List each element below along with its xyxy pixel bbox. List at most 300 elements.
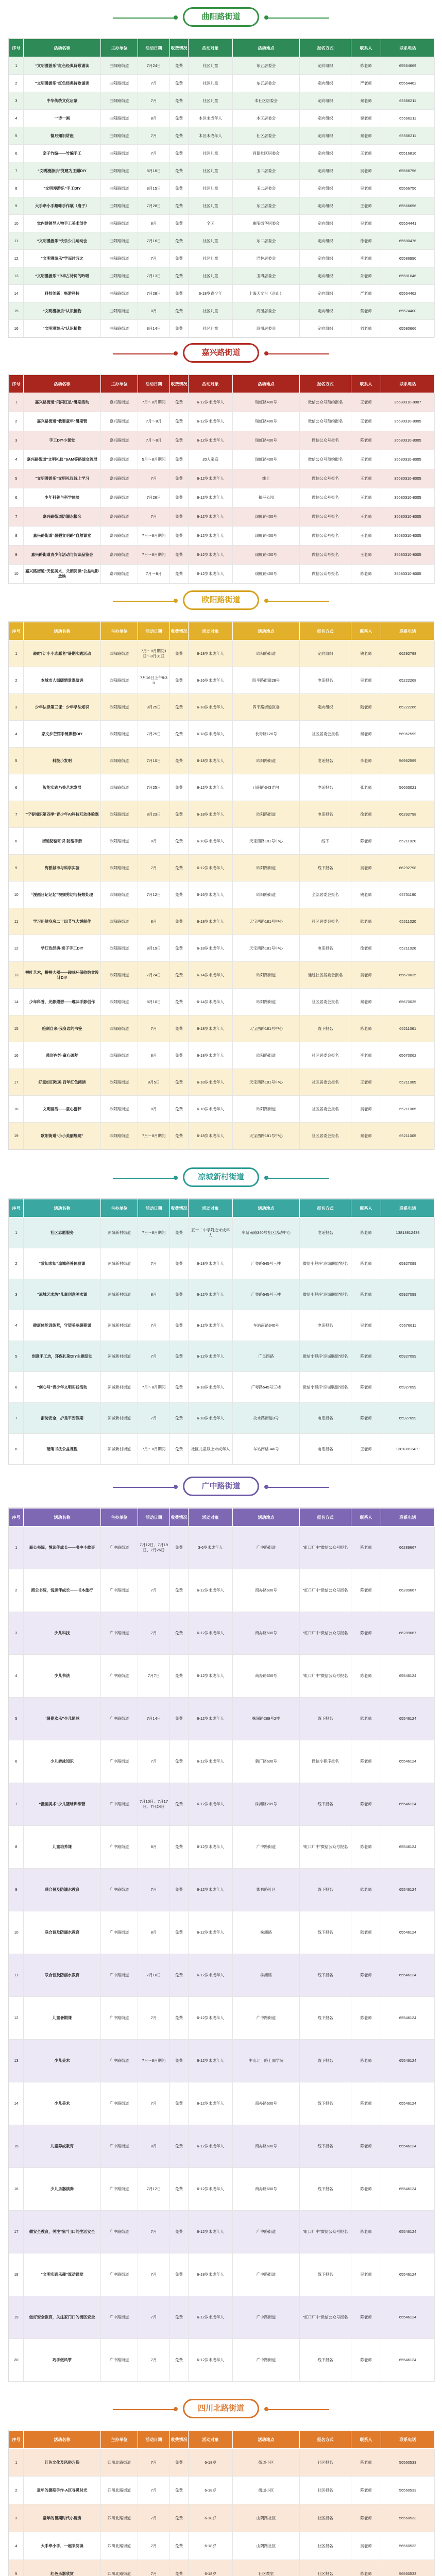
table-cell: 7月: [138, 2296, 170, 2339]
table-cell: 商办路600号: [233, 1612, 300, 1655]
table-cell: 65574400: [381, 302, 435, 320]
table-row: [9, 1403, 435, 1434]
table-cell: 钱老师: [351, 640, 381, 667]
table-cell: 徐老师: [351, 935, 381, 962]
column-header: 收费情况: [170, 1509, 189, 1527]
table-cell: 15: [9, 2125, 24, 2168]
column-header: 活动名称: [24, 39, 101, 57]
table-cell: 欧阳路街道: [101, 828, 138, 855]
table-cell: 7月～8月期间: [138, 546, 170, 565]
table-cell: 欧阳路街道: [101, 721, 138, 748]
table-cell: 瑞虹路400号: [233, 565, 300, 584]
table-cell: 陈老师: [351, 1015, 381, 1042]
table-cell: 免费: [170, 1698, 189, 1740]
table-cell: 56560533: [381, 2449, 435, 2477]
table-row: [9, 197, 435, 215]
table-cell: 7月12日: [138, 882, 170, 908]
table-cell: 65566656: [381, 197, 435, 215]
table-cell: 65564462: [381, 75, 435, 92]
activity-name-cell: 大手牵小手趣味手作展（扇子）: [24, 197, 101, 215]
column-header: 序号: [9, 2431, 24, 2449]
table-row: [9, 1217, 435, 1248]
table-cell: 19: [9, 2296, 24, 2339]
column-header: 报名方式: [300, 2431, 351, 2449]
table-cell: 曲阳街华居委会: [233, 215, 300, 232]
table-cell: 65546124: [381, 2082, 435, 2125]
table-cell: 陆老师: [351, 1911, 381, 1954]
table-cell: 秦老师: [351, 92, 381, 110]
activity-name-cell: 少儿美术: [24, 2082, 101, 2125]
table-cell: 11: [9, 232, 24, 250]
table-cell: 欧阳路街道: [101, 962, 138, 989]
table-cell: 7月10日: [138, 748, 170, 774]
section-banner: [113, 1164, 329, 1191]
column-header: 主办单位: [101, 1199, 138, 1217]
table-cell: 瑞虹路400号: [233, 527, 300, 546]
table-cell: 2: [9, 1569, 24, 1612]
activity-name-cell: 创意手工坊，环保扎染DIY主题活动: [24, 1341, 101, 1372]
table-cell: 广中路街道: [101, 1655, 138, 1698]
table-cell: 7月: [138, 250, 170, 267]
column-header: 活动地点: [233, 1199, 300, 1217]
table-cell: 广中路街道: [101, 1997, 138, 2040]
table-cell: 广粤路545号三楼: [233, 1279, 300, 1310]
banner-line: [267, 18, 329, 19]
table-cell: 欧阳路街道: [101, 748, 138, 774]
table-cell: 李老师: [351, 748, 381, 774]
table-row: [9, 882, 435, 908]
table-row: [9, 1997, 435, 2040]
activity-name-cell: 中华传统文化启蒙: [24, 92, 101, 110]
table-cell: 吴老师: [351, 2532, 381, 2560]
activity-name-cell: 儿童培养课: [24, 1826, 101, 1869]
table-cell: 社区儿童: [189, 75, 233, 92]
table-cell: 2: [9, 412, 24, 431]
table-cell: 免费: [170, 250, 189, 267]
table-cell: 免费: [170, 801, 189, 828]
table-cell: 免费: [170, 527, 189, 546]
table-cell: 65564462: [381, 285, 435, 302]
table-cell: 35680310-8007: [381, 393, 435, 412]
table-cell: 7月: [138, 1341, 170, 1372]
table-cell: 陈老师: [351, 1826, 381, 1869]
table-cell: 社区儿童: [189, 250, 233, 267]
table-cell: 6-18岁未成年人: [189, 801, 233, 828]
activity-name-cell: “文明漫游乐”手工DIY: [24, 180, 101, 197]
table-cell: 6: [9, 1372, 24, 1403]
table-cell: 上海天文台（佘山）: [233, 285, 300, 302]
table-cell: 广中路街道: [233, 2296, 300, 2339]
table-cell: 免费: [170, 2040, 189, 2082]
table-cell: 免费: [170, 2532, 189, 2560]
table-cell: 免费: [170, 469, 189, 488]
table-cell: 免费: [170, 145, 189, 162]
column-header: 主办单位: [101, 375, 138, 393]
column-header: 活动对象: [189, 622, 233, 640]
table-cell: 6: [9, 488, 24, 507]
table-cell: 65927099: [381, 1279, 435, 1310]
table-cell: 免费: [170, 962, 189, 989]
table-row: [9, 127, 435, 145]
table-row: [9, 2040, 435, 2082]
table-row: [9, 1248, 435, 1279]
table-cell: 欧阳路街道: [101, 1096, 138, 1123]
table-cell: 8月16日: [138, 162, 170, 180]
table-cell: 秦老师: [351, 1123, 381, 1149]
table-cell: 7月～8月期间: [138, 527, 170, 546]
activity-table: [9, 1199, 435, 1465]
table-cell: 7月: [138, 2449, 170, 2477]
table-cell: 65670035: [381, 989, 435, 1015]
table-cell: “虹口广中”微信公众号报名: [300, 1655, 351, 1698]
table-header-row: [9, 622, 435, 640]
table-row: [9, 285, 435, 302]
table-cell: 免费: [170, 748, 189, 774]
table-cell: 广中路街道: [101, 1698, 138, 1740]
table-cell: 社区教室: [233, 2560, 300, 2576]
table-cell: 7月7日: [138, 1655, 170, 1698]
section-jiaxing: [8, 340, 434, 584]
activity-name-cell: 少儿游泳知识: [24, 1740, 101, 1783]
table-cell: 7月: [138, 92, 170, 110]
table-cell: 嘉兴路街道: [101, 488, 138, 507]
activity-name-cell: “文明漫游乐”中华古诗词的吟唱: [24, 267, 101, 285]
table-cell: 65546124: [381, 2296, 435, 2339]
table-cell: 6-18岁未成年人: [189, 1372, 233, 1403]
table-cell: 微信公众号报名: [300, 431, 351, 450]
table-cell: 6-18岁未成年人: [189, 721, 233, 748]
table-cell: 14: [9, 989, 24, 1015]
table-cell: 免费: [170, 1869, 189, 1911]
table-cell: 6-18岁: [189, 2504, 233, 2532]
table-cell: 嘉兴路街道: [101, 450, 138, 469]
section-liangcheng: [8, 1164, 434, 1465]
table-cell: 7月～8月: [138, 565, 170, 584]
table-row: [9, 393, 435, 412]
table-cell: 王老师: [351, 393, 381, 412]
table-cell: 陆老师: [351, 1698, 381, 1740]
table-cell: 35680310-8005: [381, 565, 435, 584]
activity-name-cell: 商公书院，悦读伴成长——书中小故事: [24, 1527, 101, 1569]
table-cell: 社区儿童: [189, 267, 233, 285]
table-cell: 社区居委会报名: [300, 1096, 351, 1123]
table-cell: 7月12日、7月19日、7月26日: [138, 1527, 170, 1569]
activity-name-cell: 少儿美术: [24, 2040, 101, 2082]
table-cell: 18: [9, 2253, 24, 2296]
table-cell: 微信公众号报名: [300, 488, 351, 507]
table-cell: 4: [9, 2532, 24, 2560]
table-cell: 56560533: [381, 2532, 435, 2560]
table-cell: 凉城新村街道: [101, 1403, 138, 1434]
table-cell: 10: [9, 1911, 24, 1954]
table-cell: 65211020: [381, 828, 435, 855]
table-cell: 曲阳路街道: [101, 145, 138, 162]
table-cell: 电话报名: [300, 1434, 351, 1465]
table-cell: “虹口广中”微信公众号报名: [300, 1527, 351, 1569]
table-cell: 陈老师: [351, 1612, 381, 1655]
table-cell: 11: [9, 1954, 24, 1997]
table-cell: 定向组织: [300, 145, 351, 162]
table-cell: 欧阳路街道: [101, 855, 138, 882]
table-cell: 社区儿童: [189, 232, 233, 250]
table-cell: 王老师: [351, 197, 381, 215]
activity-name-cell: 健康体能训练营，守望美丽暑期课: [24, 1310, 101, 1341]
table-cell: 12: [9, 1997, 24, 2040]
table-cell: 山阴路社区: [233, 2504, 300, 2532]
table-cell: 陈老师: [351, 1997, 381, 2040]
table-cell: 中山北一路上面学院: [233, 2040, 300, 2082]
table-cell: 曲阳路街道: [101, 75, 138, 92]
table-cell: 免费: [170, 1096, 189, 1123]
table-cell: 8月19日: [138, 935, 170, 962]
column-header: 联系人: [351, 39, 381, 57]
activity-name-cell: 少年法律第三课：少年学法知识: [24, 694, 101, 721]
table-cell: 社区儿童以上未成年人: [189, 1434, 233, 1465]
table-cell: 吴老师: [351, 180, 381, 197]
table-row: [9, 145, 435, 162]
table-cell: 李老师: [351, 250, 381, 267]
table-cell: 4: [9, 1655, 24, 1698]
table-cell: 免费: [170, 1826, 189, 1869]
table-cell: 社区儿童: [189, 57, 233, 75]
table-cell: 线下报名: [300, 1997, 351, 2040]
table-cell: 广中路街道: [233, 1826, 300, 1869]
table-cell: 线上: [233, 469, 300, 488]
table-cell: 社区居委会报名: [300, 721, 351, 748]
table-cell: 广中路街道: [101, 1783, 138, 1826]
table-cell: 4: [9, 1310, 24, 1341]
table-cell: 免费: [170, 267, 189, 285]
table-cell: 欧阳路街道: [101, 935, 138, 962]
table-cell: 本社区居委会: [233, 92, 300, 110]
table-cell: 66292798: [381, 640, 435, 667]
column-header: 报名方式: [300, 1509, 351, 1527]
table-row: [9, 1783, 435, 1826]
column-header: 活动日期: [138, 1509, 170, 1527]
table-cell: 7月: [138, 2504, 170, 2532]
column-header: 主办单位: [101, 622, 138, 640]
activity-name-cell: 大手牵小手，一起来阅读: [24, 2532, 101, 2560]
table-cell: 广中路街道: [101, 2253, 138, 2296]
table-cell: 35680310-8005: [381, 527, 435, 546]
activity-name-cell: 一诗一画: [24, 110, 101, 127]
activity-name-cell: 嘉兴路街道防溺水报名: [24, 507, 101, 527]
table-row: [9, 412, 435, 431]
table-cell: 6: [9, 145, 24, 162]
table-cell: 免费: [170, 197, 189, 215]
table-cell: 7月: [138, 2560, 170, 2576]
table-cell: 电话报名: [300, 1217, 351, 1248]
table-cell: 6-12岁未成年人: [189, 393, 233, 412]
column-header: 活动名称: [24, 1199, 101, 1217]
table-cell: 四川北路街道: [101, 2504, 138, 2532]
activity-table: [9, 2430, 435, 2576]
table-cell: 凉城新村街道: [101, 1372, 138, 1403]
table-cell: 免费: [170, 1248, 189, 1279]
activity-name-cell: 趣时代“小小志愿者”暑期实践活动: [24, 640, 101, 667]
table-cell: 秦老师: [351, 989, 381, 1015]
table-cell: 13: [9, 962, 24, 989]
section-ouyang: [8, 587, 434, 1150]
table-cell: 65211005: [381, 1069, 435, 1096]
table-cell: 35680310-8005: [381, 507, 435, 527]
table-cell: 线下报名: [300, 2082, 351, 2125]
table-cell: 广中路街道: [101, 2125, 138, 2168]
section-banner: [113, 4, 329, 31]
table-cell: 7月10日: [138, 1954, 170, 1997]
table-cell: 8月23日: [138, 801, 170, 828]
column-header: 活动日期: [138, 2431, 170, 2449]
activity-name-cell: 嘉兴路街道“暑假文明路”自然课堂: [24, 527, 101, 546]
table-cell: 6-12岁未成年人: [189, 1740, 233, 1783]
table-cell: 陈老师: [351, 57, 381, 75]
table-cell: 社区报名: [300, 2477, 351, 2504]
table-header-row: [9, 1509, 435, 1527]
column-header: 报名方式: [300, 1199, 351, 1217]
table-cell: 广中路街道: [101, 1527, 138, 1569]
table-cell: 五十二中学附近未成年人: [189, 1217, 233, 1248]
table-cell: 欧阳路街道: [101, 908, 138, 935]
column-header: 报名方式: [300, 375, 351, 393]
table-cell: 6-12岁未成年人: [189, 1997, 233, 2040]
table-cell: 欧阳路街道: [101, 640, 138, 667]
table-cell: 凉城新村街道: [101, 1341, 138, 1372]
table-cell: 欧阳路街道: [101, 667, 138, 694]
table-cell: 免费: [170, 1527, 189, 1569]
section-title: 凉城新村街道: [183, 1167, 259, 1187]
table-row: [9, 2504, 435, 2532]
column-header: 联系电话: [381, 39, 435, 57]
table-cell: “虹口广中”微信公众号报名: [300, 1612, 351, 1655]
table-cell: 免费: [170, 232, 189, 250]
section-banner: [113, 587, 329, 614]
table-row: [9, 180, 435, 197]
table-header-row: [9, 1199, 435, 1217]
table-cell: 广中路街道: [101, 1954, 138, 1997]
section-guangzhong: [8, 1473, 434, 2382]
table-cell: 广中路街道: [101, 1826, 138, 1869]
table-cell: 陈老师: [351, 1341, 381, 1372]
table-cell: 7月: [138, 855, 170, 882]
table-cell: 定向组织: [300, 267, 351, 285]
table-header-row: [9, 2431, 435, 2449]
table-row: [9, 2168, 435, 2211]
table-cell: 陈老师: [351, 1783, 381, 1826]
table-cell: 免费: [170, 2253, 189, 2296]
table-cell: 欧阳路街道: [101, 882, 138, 908]
table-cell: 10: [9, 215, 24, 232]
table-cell: 邯郸路社区: [233, 1869, 300, 1911]
table-cell: 社区儿童: [189, 197, 233, 215]
table-cell: 56560533: [381, 2504, 435, 2532]
table-cell: 9: [9, 197, 24, 215]
table-row: [9, 1279, 435, 1310]
table-cell: 钱老师: [351, 882, 381, 908]
banner-dot: [174, 599, 178, 603]
table-cell: 65222268: [381, 667, 435, 694]
table-cell: 7月: [138, 2211, 170, 2253]
column-header: 活动地点: [233, 39, 300, 57]
table-cell: “虹口广中”微信公众号报名: [300, 2211, 351, 2253]
table-row: [9, 2339, 435, 2382]
table-cell: 广粤路545号三楼: [233, 1372, 300, 1403]
table-row: [9, 75, 435, 92]
table-cell: 6: [9, 1740, 24, 1783]
activity-name-cell: “创心号”青少年文明实践活动: [24, 1372, 101, 1403]
table-cell: “虹口广中”微信公众号报名: [300, 1826, 351, 1869]
table-cell: 5: [9, 127, 24, 145]
table-cell: 陈老师: [351, 2560, 381, 2576]
table-cell: 定向组织: [300, 215, 351, 232]
table-cell: 王老师: [351, 145, 381, 162]
table-cell: 免费: [170, 2211, 189, 2253]
table-cell: 商办路600号: [233, 1655, 300, 1698]
table-cell: 18: [9, 1096, 24, 1123]
table-cell: 免费: [170, 1997, 189, 2040]
table-cell: 7月16日上午9:30: [138, 667, 170, 694]
table-row: [9, 1069, 435, 1096]
activity-name-cell: 本城市人温暖情景课演讲: [24, 667, 101, 694]
table-cell: 65546124: [381, 2339, 435, 2382]
table-row: [9, 2082, 435, 2125]
activity-name-cell: 少年科普，光影遐想——趣味手影创作: [24, 989, 101, 1015]
table-cell: 定向组织: [300, 640, 351, 667]
activity-name-cell: 童年的暑期时代小厨房: [24, 2504, 101, 2532]
table-cell: 7月25日: [138, 774, 170, 801]
table-cell: 7月24日: [138, 962, 170, 989]
table-cell: 6-18岁未成年人: [189, 1042, 233, 1069]
table-row: [9, 667, 435, 694]
table-cell: 免费: [170, 1403, 189, 1434]
table-cell: 12: [9, 250, 24, 267]
table-cell: 瑞虹路400号: [233, 546, 300, 565]
table-cell: 65670035: [381, 962, 435, 989]
table-cell: 35680310-8005: [381, 488, 435, 507]
banner-line: [113, 2409, 175, 2410]
table-cell: 陈老师: [351, 1655, 381, 1698]
table-cell: 免费: [170, 2296, 189, 2339]
table-cell: 社区儿童: [189, 145, 233, 162]
table-cell: 王老师: [351, 488, 381, 507]
table-cell: 免费: [170, 694, 189, 721]
activity-name-cell: “文明漫游乐”学而时习之: [24, 250, 101, 267]
table-cell: 3: [9, 2504, 24, 2532]
column-header: 收费情况: [170, 622, 189, 640]
table-cell: 免费: [170, 412, 189, 431]
table-cell: 免费: [170, 1655, 189, 1698]
table-cell: 7月: [138, 469, 170, 488]
table-cell: 35680310-8005: [381, 431, 435, 450]
table-row: [9, 1372, 435, 1403]
table-cell: 免费: [170, 450, 189, 469]
table-cell: 8: [9, 527, 24, 546]
table-cell: 免费: [170, 546, 189, 565]
table-cell: 10: [9, 565, 24, 584]
table-cell: 免费: [170, 2339, 189, 2382]
table-cell: 免费: [170, 2125, 189, 2168]
table-cell: 65546124: [381, 1869, 435, 1911]
column-header: 收费情况: [170, 375, 189, 393]
banner-line: [113, 1487, 175, 1488]
table-cell: 6-18岁未成年人: [189, 908, 233, 935]
table-cell: 凉城新村街道: [101, 1434, 138, 1465]
table-cell: 6-12岁未成年人: [189, 2168, 233, 2211]
table-cell: 吴老师: [351, 162, 381, 180]
activity-name-cell: 嘉兴路街道“我要童年”暑期营: [24, 412, 101, 431]
table-cell: 6-12岁未成年人: [189, 469, 233, 488]
table-cell: 免费: [170, 92, 189, 110]
table-cell: 7: [9, 162, 24, 180]
